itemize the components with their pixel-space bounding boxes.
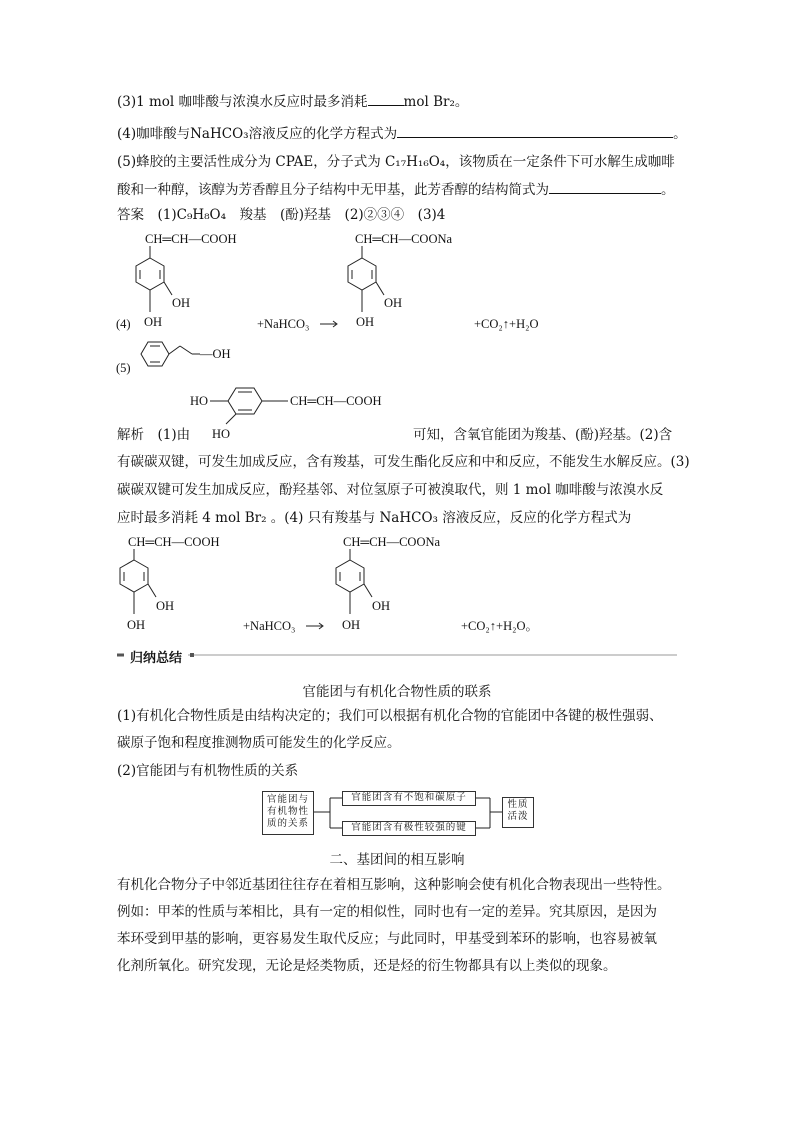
question-4: (4)咖啡酸与NaHCO₃溶液反应的化学方程式为 。 <box>117 126 687 142</box>
summary-title: 官能团与有机化合物性质的联系 <box>302 684 492 700</box>
svg-text:HO: HO <box>190 394 209 408</box>
question-3: (3)1 mol 咖啡酸与浓溴水反应时最多消耗 mol Br₂。 <box>117 94 469 110</box>
svg-text:—OH: —OH <box>200 347 231 361</box>
analysis-line3: 碳碳双键可发生加成反应，酚羟基邻、对位氢原子可被溴取代，则 1 mol 咖啡酸与浓溴水反 <box>117 482 664 498</box>
section2-line2: 例如：甲苯的性质与苯相比，具有一定的相似性，同时也有一定的差异。究其原因，是因为 <box>117 904 657 920</box>
svg-text:OH: OH <box>356 315 375 329</box>
analysis-line2: 有碳碳双键，可发生加成反应，含有羧基，可发生酯化反应和中和反应，不能发生水解反应。(3) <box>117 454 690 470</box>
summary-p1-line2: 碳原子饱和程度推测物质可能发生的化学反应。 <box>117 735 401 751</box>
products-2: +CO₂↑+H₂O。 <box>461 619 538 633</box>
question-5-line2: 酸和一种醇，该醇为芳香醇且分子结构中无甲基，此芳香醇的结构简式为 。 <box>117 182 675 198</box>
svg-text:OH: OH <box>144 315 163 329</box>
question-5-line1: (5)蜂胶的主要活性成分为 CPAE，分子式为 C₁₇H₁₆O₄，该物质在一定条件下可水解生成咖啡 <box>117 154 675 170</box>
svg-text:OH: OH <box>342 618 361 632</box>
section2-line3: 苯环受到甲基的影响，更容易发生取代反应；与此同时，甲基受到苯环的影响，也容易被氧 <box>117 931 657 947</box>
reagent: +NaHCO₃ <box>257 317 310 331</box>
svg-text:OH: OH <box>384 296 403 310</box>
svg-text:CH═CH—COONa: CH═CH—COONa <box>343 535 441 549</box>
summary-p1-line1: (1)有机化合物性质是由结构决定的；我们可以根据有机化合物的官能团中各键的极性强弱、 <box>117 708 663 724</box>
svg-text:OH: OH <box>372 599 391 613</box>
analysis-line1: 解析 (1)由 <box>117 427 191 443</box>
svg-text:CH═CH—COOH: CH═CH—COOH <box>128 535 220 549</box>
diagram-left-box: 官能团与 有机物性 质的关系 <box>262 791 314 835</box>
sodium-salt-structure-2 <box>336 535 441 632</box>
caffeic-acid-structure <box>136 232 237 329</box>
caffeic-acid-structure-2 <box>120 535 220 632</box>
svg-text:HO: HO <box>212 427 231 441</box>
analysis-line1-rest: 可知，含氧官能团为羧基、(酚)羟基。(2)含 <box>413 427 673 443</box>
answer-line: 答案 (1)C₉H₈O₄ 羧基 (酚)羟基 (2)②③④ (3)4 <box>117 207 446 223</box>
svg-text:CH═CH—COOH: CH═CH—COOH <box>290 394 382 408</box>
svg-text:CH═CH—COOH: CH═CH—COOH <box>145 232 237 246</box>
diagram-top-box: 官能团含有不饱和碳原子 <box>342 791 476 806</box>
summary-header: 归纳总结 <box>130 651 183 666</box>
reagent-2: +NaHCO₃ <box>243 619 296 633</box>
analysis-structure <box>190 388 382 441</box>
diagram-right-box: 性质 活泼 <box>502 797 534 828</box>
svg-text:OH: OH <box>127 618 146 632</box>
section2-title: 二、基团间的相互影响 <box>329 852 465 868</box>
diagram-bottom-box: 官能团含有极性较强的键 <box>342 821 476 836</box>
svg-text:CH═CH—COONa: CH═CH—COONa <box>355 232 453 246</box>
section2-line1: 有机化合物分子中邻近基团往往存在着相互影响，这种影响会使有机化合物表现出一些特性。 <box>117 877 671 893</box>
eq-label: (4) <box>116 317 131 331</box>
section2-line4: 化剂所氧化。研究发现，无论是烃类物质，还是烃的衍生物都具有以上类似的现象。 <box>117 958 617 974</box>
svg-text:OH: OH <box>172 296 191 310</box>
phenylethanol-structure <box>141 342 231 366</box>
svg-text:OH: OH <box>156 599 175 613</box>
products: +CO₂↑+H₂O <box>474 317 539 331</box>
summary-p2: (2)官能团与有机物性质的关系 <box>117 763 299 779</box>
sodium-salt-structure <box>348 232 453 329</box>
q5-label: (5) <box>116 361 131 375</box>
analysis-line4: 应时最多消耗 4 mol Br₂ 。(4) 只有羧基与 NaHCO₃ 溶液反应，反应的化学方程式为 <box>117 510 632 526</box>
